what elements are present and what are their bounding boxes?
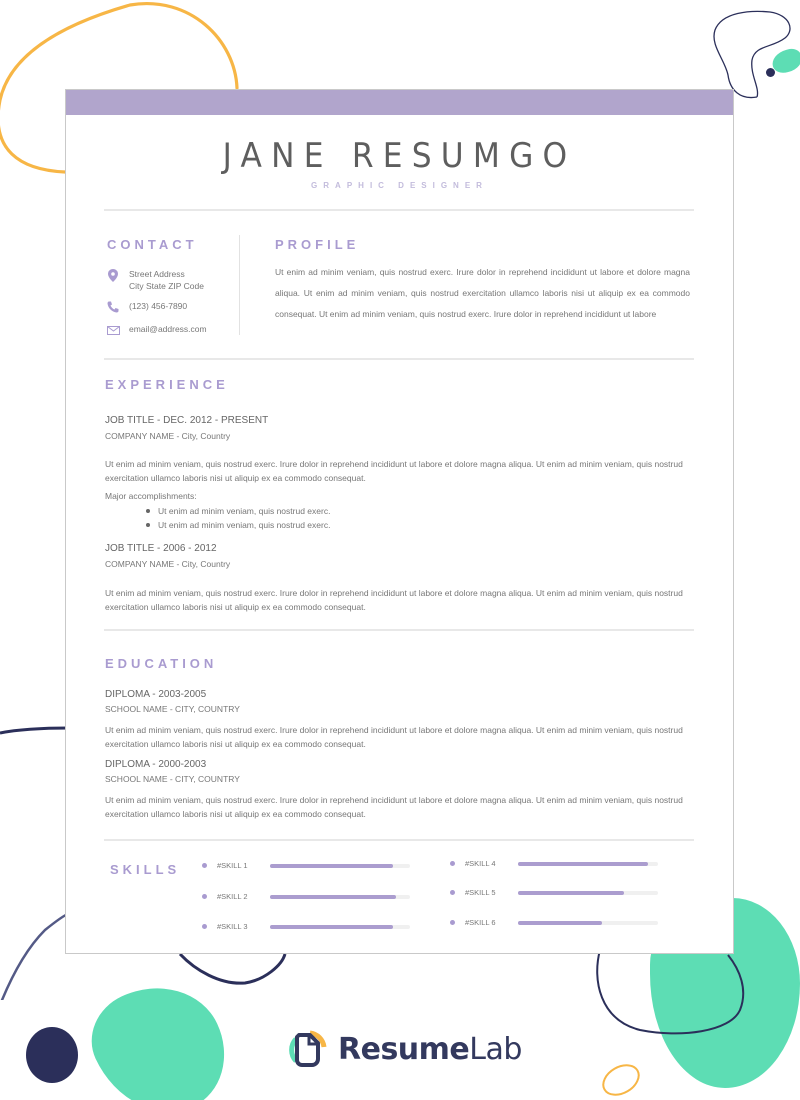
divider [104,629,694,631]
navy-circle-decoration [26,1027,78,1083]
skill-level-fill [270,864,393,868]
contact-address [106,268,204,292]
map-pin-icon [106,268,120,282]
skill-item [450,918,658,927]
navy-dot-decoration-small [766,68,775,77]
skill-level-fill [270,895,396,899]
accomplishment-item: Ut enim ad minim veniam, quis nostrud exerc. [146,518,330,532]
envelope-icon [106,323,120,337]
skills-heading: SKILLS [110,862,181,877]
skill-bullet-icon [450,890,455,895]
skill-level-fill [518,921,602,925]
skill-bullet-icon [450,861,455,866]
resume-page [65,89,734,954]
navy-blob-outline-decoration [700,0,800,100]
job-2-description: Ut enim ad minim veniam, quis nostrud exerc. Irure dolor in reprehend incididunt ut labore et dolore magna aliqua. Ut enim ad minim veniam, quis nostrud exercitation ullamco laboris nisi ut aliquip ex ea commodo consequat. [105,588,683,612]
skill-level-fill [270,925,393,929]
job-1-accomplishments-label: Major accomplishments: [105,491,197,501]
skill-item [202,892,410,901]
education-heading: EDUCATION [105,656,218,671]
job-1-company: COMPANY NAME - City, Country [105,431,231,441]
header-band [66,90,733,115]
education-2-description: Ut enim ad minim veniam, quis nostrud exerc. Irure dolor in reprehend incididunt ut labore et dolore magna aliqua. Ut enim ad minim veniam, quis nostrud exercitation ullamco laboris nisi ut aliquip ex ea commodo consequat. [105,795,683,819]
skill-bullet-icon [450,920,455,925]
divider [104,209,694,211]
green-blob-decoration-small [770,46,800,75]
contact-heading: CONTACT [107,237,198,252]
address-line-2: City State ZIP Code [129,281,204,291]
brand-name [338,1032,522,1067]
profile-summary: Ut enim ad minim veniam, quis nostrud exerc. Irure dolor in reprehend incididunt ut labore et dolore magna aliqua. Ut enim ad minim veniam, quis nostrud exercitation ullamco laboris nisi ut aliquip ex ea commodo consequat. Ut enim ad minim veniam, quis nostrud exerc. Irure dolor in reprehend incididunt ut labore [275,267,690,319]
skill-level-bar [518,891,658,895]
skill-level-bar [518,921,658,925]
resumelab-logo-icon [288,1029,328,1069]
skill-label: #SKILL 2 [217,892,248,901]
brand-name-lab: Lab [469,1031,522,1067]
orange-ring-decoration [598,1060,646,1100]
phone-number: (123) 456-7890 [129,301,188,311]
job-1-description: Ut enim ad minim veniam, quis nostrud exerc. Irure dolor in reprehend incididunt ut labore et dolore magna aliqua. Ut enim ad minim veniam, quis nostrud exercitation ullamco laboris nisi ut aliquip ex ea commodo consequat. [105,459,683,483]
resumelab-brand [288,1029,522,1069]
candidate-name: JANE RESUMGO [222,136,577,176]
email-address: email@address.com [129,324,207,334]
skill-label: #SKILL 6 [465,918,496,927]
skill-item [450,859,658,868]
contact-profile-divider [239,235,240,335]
skill-label: #SKILL 5 [465,888,496,897]
navy-loop-right-decoration [590,940,750,1050]
address-line-1: Street Address [129,269,185,279]
skill-level-bar [270,895,410,899]
skill-bullet-icon [202,924,207,929]
skill-level-bar [270,925,410,929]
skill-level-fill [518,891,624,895]
education-1-diploma: DIPLOMA - 2003-2005 [105,689,207,700]
job-2-company: COMPANY NAME - City, Country [105,559,231,569]
green-blob-decoration-left [76,965,244,1100]
skill-level-bar [270,864,410,868]
skill-label: #SKILL 4 [465,859,496,868]
experience-heading: EXPERIENCE [105,377,229,392]
skill-bullet-icon [202,863,207,868]
job-1-title: JOB TITLE - DEC. 2012 - PRESENT [105,415,269,426]
skill-label: #SKILL 1 [217,861,248,870]
divider [104,839,694,841]
education-2-diploma: DIPLOMA - 2000-2003 [105,759,207,770]
contact-email [106,323,207,337]
skill-level-fill [518,862,648,866]
job-1-accomplishments [146,504,330,532]
job-2-title: JOB TITLE - 2006 - 2012 [105,543,217,554]
brand-name-resume: Resume [338,1031,470,1067]
phone-icon [106,300,120,314]
skill-item [202,861,410,870]
skill-item [450,888,658,897]
divider [104,358,694,360]
skill-level-bar [518,862,658,866]
profile-heading: PROFILE [275,237,360,252]
education-1-school: SCHOOL NAME - CITY, COUNTRY [105,704,240,714]
skill-bullet-icon [202,894,207,899]
contact-phone [106,300,187,314]
candidate-role: GRAPHIC DESIGNER [311,181,488,190]
education-2-school: SCHOOL NAME - CITY, COUNTRY [105,774,240,784]
skill-label: #SKILL 3 [217,922,248,931]
skill-item [202,922,410,931]
accomplishment-item: Ut enim ad minim veniam, quis nostrud exerc. [146,504,330,518]
education-1-description: Ut enim ad minim veniam, quis nostrud exerc. Irure dolor in reprehend incididunt ut labore et dolore magna aliqua. Ut enim ad minim veniam, quis nostrud exercitation ullamco laboris nisi ut aliquip ex ea commodo consequat. [105,725,683,749]
